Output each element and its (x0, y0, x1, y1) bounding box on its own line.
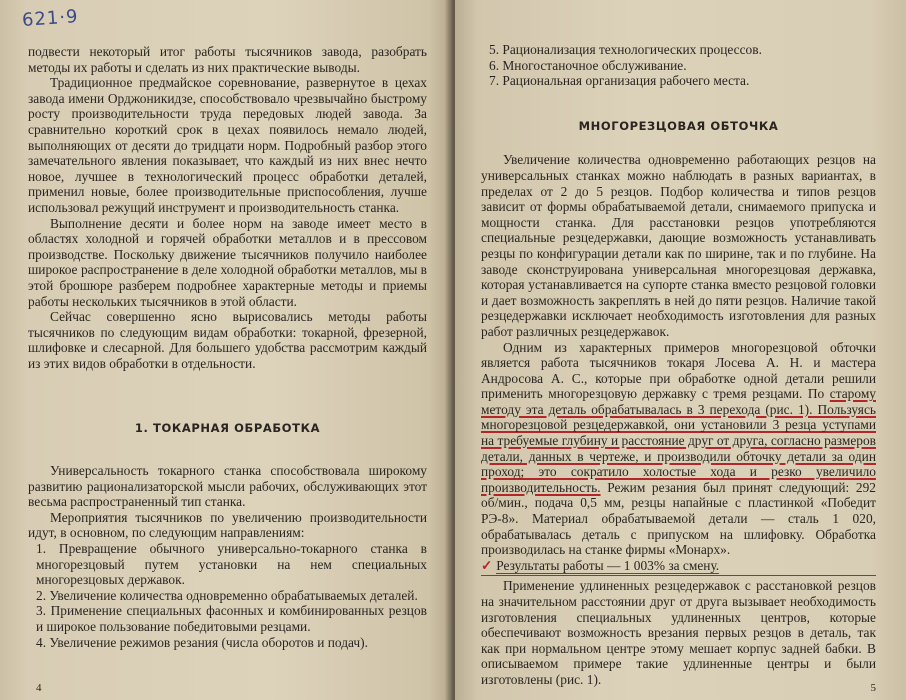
list-item: 2. Увеличение количества одновременно обрабатываемых деталей. (36, 587, 418, 603)
paragraph-text: Режим резания был принят следующий: 292 об/мин., подача 0,5 мм, резцы напайные с пластинкой «Победит РЭ-8». Материал обрабатываемой детали — сталь 1 020, обрабатывалась деталь с припуском на шлифовку. Обработка производилась на станке фирмы «Монарх». (481, 479, 876, 558)
result-text: Результаты работы — 1 003% за смену. (496, 557, 720, 573)
list-item: 3. Применение специальных фасонных и комбинированных резцов и широкое пользование победитовыми резцами. (36, 603, 427, 634)
list-item: 5. Рационализация технологических процессов. (489, 42, 762, 57)
paragraph-text: Одним из характерных примеров многорезцовой обточки является работа тысячников токаря Лосева А. Н. и мастера Андросова А. С., которые при обработке одной детали решили применить многорезцовую державку с тремя резцами. По (481, 339, 876, 402)
catalog-mark: 621·9 (21, 6, 80, 31)
result-line (481, 558, 876, 574)
paragraph: Сейчас совершенно ясно вырисовались методы работы тысячников по следующим видам обработки: токарной, фрезерной, шлифовке и слесарной. Для большего удобства рассмотрим каждый из этих видов обработки в отдельности. (28, 309, 427, 371)
list-item: 7. Рациональная организация рабочего места. (489, 73, 750, 89)
underlined-passage: старому методу эта деталь обрабатывалась в 3 перехода (рис. 1). Пользуясь многорезцовой резцедержавкой, они установили 3 резца уступами на требуемые глубину и расстояние друг от друга, согласно размеров детали, данных в чертеже, и производили обточку детали за один проход; это сократило холостые хода и резко увеличило производительность. (481, 386, 876, 495)
paragraph: Применение удлиненных резцедержавок с расстановкой резцов на значительном расстоянии друг от друга вызывает необходимость изготовления специальных удлиненных центров, которые обеспечивают возможность врезания первых резцов в деталь, так как при нормальном центре этому мешает корпус задней бабки. В описываемом примере такие удлиненные центры и были изготовлены (рис. 1). (481, 578, 876, 687)
paragraph: Увеличение количества одновременно работающих резцов на универсальных станках можно наблюдать в разных вариантах, в пределах от 2 до 5 резцов. Подбор количества и типов резцов зависит от формы обрабатываемой детали, снимаемого припуска и мощности станка. Для расстановки резцов употребляются специальные резцедержавки, дающие возможность устанавливать резцы по конфигурации детали как по ширине, так и по глубине. На заводе сконструирована универсальная многорезцовая державка, которая устанавливается на супорте станка вместо резцовой головки и дает возможность закреплять в ней до пяти резцов. Наличие такой резцедержавки исключает необходимость изготовления для разных работ различных резцедержавок. (481, 152, 876, 339)
right-page (455, 0, 906, 700)
paragraph: Универсальность токарного станка способствовала широкому развитию рационализаторской мысли рабочих, обслуживающих этот весьма распространенный тип станка. (28, 463, 427, 510)
paragraph: Традиционное предмайское соревнование, развернутое в цехах завода имени Орджоникидзе, способствовало чрезвычайно быстрому росту производительности труда передовых людей завода. За сравнительно короткий срок в цехах появилось немало людей, выполняющих от десяти до тридцати норм. Подробный разбор этого замечательного явления показывает, что каждый из них внес нечто новое, лучшее в технологический процесс обработки деталей, применил новые, более производительные приспособления, лучше использовал режущий инструмент и производительность станка. (28, 75, 427, 215)
section-title: МНОГОРЕЗЦОВАЯ ОБТОЧКА (578, 118, 779, 133)
list-item: 4. Увеличение режимов резания (числа оборотов и подач). (36, 634, 368, 650)
paragraph: Мероприятия тысячников по увеличению производительности идут, в основном, по следующим направлениям: (28, 509, 427, 541)
list-item: 6. Многостаночное обслуживание. (489, 57, 687, 73)
paragraph: подвести некоторый итог работы тысячников завода, разобрать методы их работы и сделать из них практические выводы. (28, 44, 427, 75)
section-title: 1. ТОКАРНАЯ ОБРАБОТКА (134, 421, 321, 436)
paragraph: Выполнение десяти и более норм на заводе имеет место в областях холодной и горячей обработки металлов и в прессовом производстве. Поскольку движение тысячников получило наиболее широкое распространение в деле холодной обработки металлов, мы в этой брошюре разберем подробнее характерные методы и приемы работы нескольких тысячников в этой области. (28, 215, 427, 309)
page-number: 5 (870, 682, 876, 694)
page-number: 4 (36, 682, 42, 694)
left-page (0, 0, 451, 700)
checkmark-icon: ✓ (481, 557, 493, 573)
divider (481, 575, 876, 576)
paragraph (481, 340, 876, 558)
list-item: 1. Превращение обычного универсально-токарного станка в многорезцовый путем установки на нем специальных многорезцовых державок. (36, 541, 427, 588)
